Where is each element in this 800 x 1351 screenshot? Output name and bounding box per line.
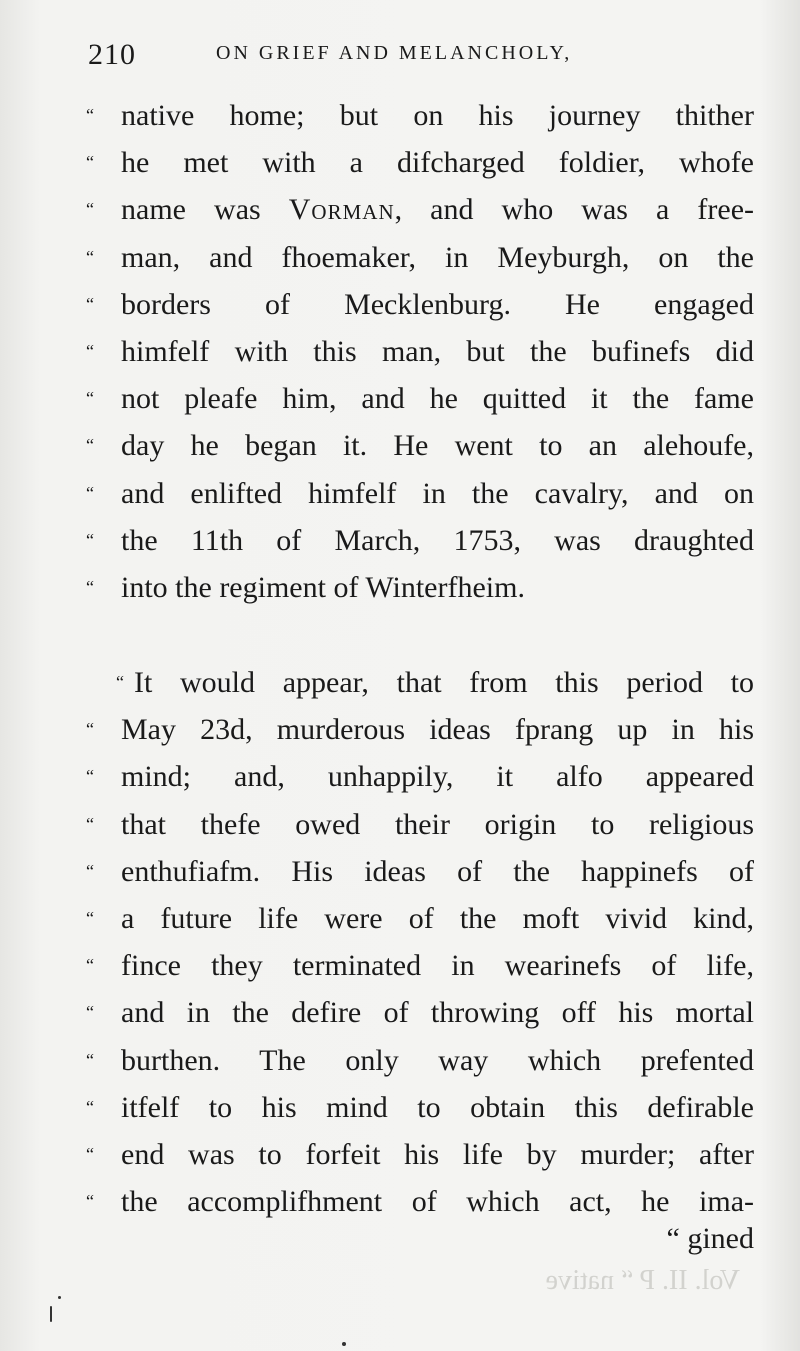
text-line: “ into the regiment of Winterfheim. [86, 564, 754, 611]
quote-mark: “ [86, 1002, 94, 1023]
name-vorman: Vorman [288, 193, 395, 227]
text-line: “ a future life were of the moft vivid kind, [86, 895, 754, 942]
paragraph-gap [86, 611, 754, 659]
ink-speck [50, 1306, 52, 1322]
text-line: “ and in the defire of throwing off his mortal [86, 989, 754, 1036]
page-header [88, 38, 748, 78]
quote-mark: “ [86, 766, 94, 787]
text-line: “ the 11th of March, 1753, was draughted [86, 517, 754, 564]
quote-mark: “ [86, 576, 94, 597]
text-line: “ mind; and, unhappily, it alfo appeared [86, 753, 754, 800]
quote-mark: “ [86, 105, 94, 125]
quote-mark: “ [86, 388, 94, 409]
ink-speck [58, 1296, 61, 1299]
text-line: “ he met with a difcharged foldier, whofe [86, 139, 754, 186]
quote-mark: “ [86, 529, 94, 550]
text-line: “ the accomplifhment of which act, he ima- [86, 1178, 754, 1225]
text-line: “ enthufiafm. His ideas of the happinefs of [86, 848, 754, 895]
quote-mark: “ [86, 482, 94, 503]
quote-mark: “ [86, 340, 94, 361]
page-number: 210 [88, 38, 136, 71]
quote-mark: “ [86, 1096, 94, 1117]
quote-mark: “ [86, 955, 94, 976]
quote-mark: “ [86, 1191, 94, 1212]
bleed-through-text: Vol. II. P “ native [545, 1265, 740, 1296]
text-line: “ man, and fhoemaker, in Meyburgh, on the [86, 234, 754, 281]
text-line: “ It would appear, that from this period to [86, 659, 754, 706]
quote-mark: “ [86, 152, 94, 173]
text-line: “ and enlifted himfelf in the cavalry, and on [86, 470, 754, 517]
text-line: “ not pleafe him, and he quitted it the fame [86, 375, 754, 422]
quote-mark: “ [86, 199, 94, 220]
text-line: “ fince they terminated in wearinefs of life, [86, 942, 754, 989]
text-line: “ himfelf with this man, but the bufinefs did [86, 328, 754, 375]
text-line: “ borders of Mecklenburg. He engaged [86, 281, 754, 328]
quote-mark: “ [86, 813, 94, 834]
catchword: “ gined [666, 1222, 754, 1255]
quote-mark: “ [86, 719, 94, 740]
text-line: “ May 23d, murderous ideas fprang up in his [86, 706, 754, 753]
quote-mark: “ [86, 435, 94, 456]
text-line: “ name was Vorman, and who was a free- [86, 186, 754, 233]
text-line: “ end was to forfeit his life by murder; after [86, 1131, 754, 1178]
quote-mark: “ [86, 1143, 94, 1164]
quote-mark: “ [86, 860, 94, 881]
quote-mark: “ [86, 246, 94, 267]
quote-mark: “ [86, 1049, 94, 1070]
ink-speck [342, 1342, 346, 1346]
text-line: “ that thefe owed their origin to religious [86, 801, 754, 848]
text-line: “ native home; but on his journey thither [86, 92, 754, 139]
body-text [86, 92, 754, 1225]
quote-mark: “ [86, 908, 94, 928]
quote-mark: “ [116, 672, 124, 693]
text-line: “ burthen. The only way which prefented [86, 1037, 754, 1084]
quote-mark: “ [86, 293, 94, 314]
text-line: “ itfelf to his mind to obtain this defirable [86, 1084, 754, 1131]
text-line: “ day he began it. He went to an alehoufe, [86, 422, 754, 469]
running-head: ON GRIEF AND MELANCHOLY, [216, 42, 573, 64]
